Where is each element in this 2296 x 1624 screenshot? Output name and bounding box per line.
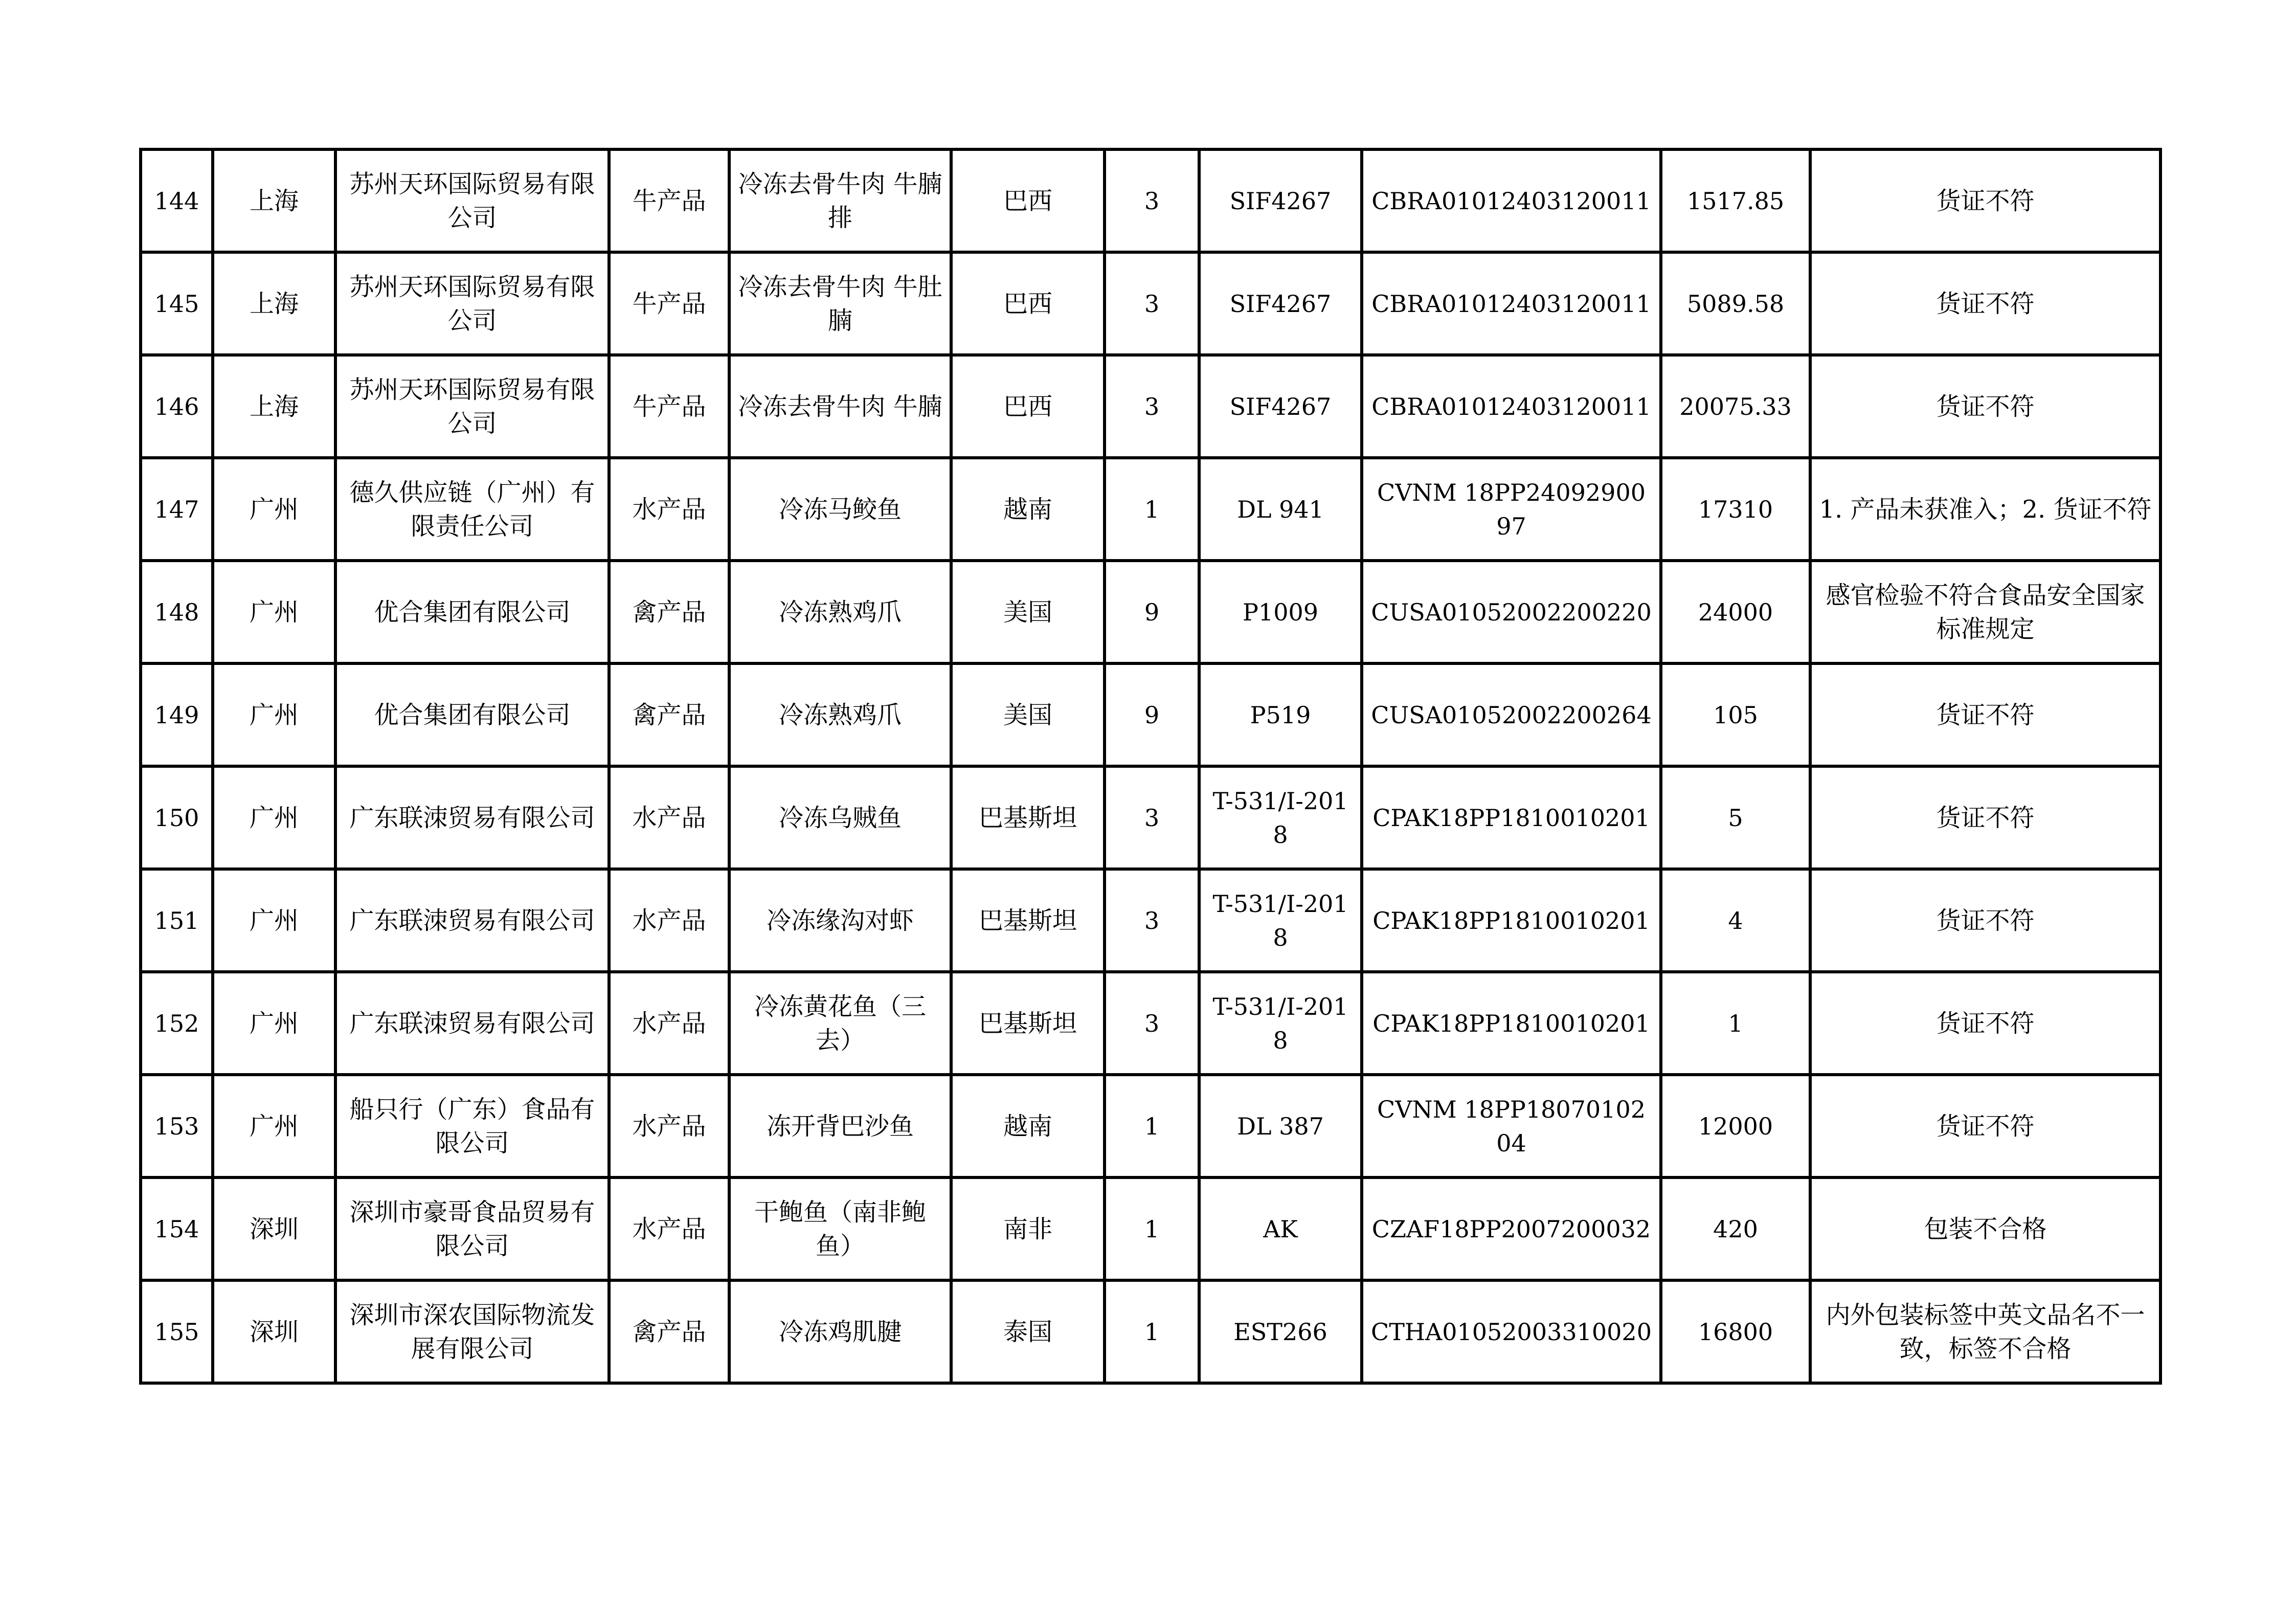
cell-port: 广州 (213, 972, 335, 1075)
table-row (141, 663, 2160, 766)
cell-product: 冻开背巴沙鱼 (729, 1075, 951, 1177)
cell-count: 9 (1105, 663, 1199, 766)
cell-plant-number: DL 387 (1199, 1075, 1362, 1177)
table-row (141, 149, 2160, 252)
cell-product: 冷冻缘沟对虾 (729, 869, 951, 972)
cell-category: 水产品 (609, 1177, 729, 1280)
cell-weight: 20075.33 (1661, 355, 1810, 458)
cell-origin: 美国 (951, 663, 1105, 766)
cell-company: 广东联洓贸易有限公司 (335, 972, 609, 1075)
cell-port: 广州 (213, 869, 335, 972)
cell-origin: 美国 (951, 561, 1105, 663)
cell-reason: 货证不符 (1810, 869, 2160, 972)
cell-number: 144 (141, 149, 213, 252)
table-row (141, 972, 2160, 1075)
cell-company: 德久供应链（广州）有限责任公司 (335, 458, 609, 561)
cell-reason: 货证不符 (1810, 355, 2160, 458)
cell-weight: 16800 (1661, 1280, 1810, 1383)
cell-certificate-number: CZAF18PP2007200032 (1362, 1177, 1661, 1280)
cell-origin: 巴西 (951, 149, 1105, 252)
cell-number: 155 (141, 1280, 213, 1383)
cell-weight: 420 (1661, 1177, 1810, 1280)
table-row (141, 1280, 2160, 1383)
cell-origin: 越南 (951, 458, 1105, 561)
cell-port: 广州 (213, 663, 335, 766)
cell-company: 深圳市深农国际物流发展有限公司 (335, 1280, 609, 1383)
cell-count: 3 (1105, 869, 1199, 972)
cell-number: 147 (141, 458, 213, 561)
cell-company: 优合集团有限公司 (335, 561, 609, 663)
cell-company: 苏州天环国际贸易有限公司 (335, 355, 609, 458)
cell-weight: 24000 (1661, 561, 1810, 663)
cell-reason: 货证不符 (1810, 149, 2160, 252)
cell-category: 牛产品 (609, 252, 729, 355)
cell-number: 152 (141, 972, 213, 1075)
cell-number: 151 (141, 869, 213, 972)
cell-origin: 巴基斯坦 (951, 869, 1105, 972)
cell-origin: 巴西 (951, 355, 1105, 458)
cell-origin: 巴西 (951, 252, 1105, 355)
cell-count: 3 (1105, 355, 1199, 458)
cell-plant-number: SIF4267 (1199, 355, 1362, 458)
cell-weight: 1517.85 (1661, 149, 1810, 252)
cell-port: 上海 (213, 149, 335, 252)
cell-certificate-number: CVNM 18PP1807010204 (1362, 1075, 1661, 1177)
cell-reason: 货证不符 (1810, 663, 2160, 766)
cell-port: 广州 (213, 1075, 335, 1177)
cell-company: 优合集团有限公司 (335, 663, 609, 766)
table-row (141, 1177, 2160, 1280)
cell-number: 149 (141, 663, 213, 766)
cell-product: 冷冻熟鸡爪 (729, 561, 951, 663)
cell-reason: 货证不符 (1810, 766, 2160, 869)
cell-plant-number: T-531/I-2018 (1199, 869, 1362, 972)
cell-plant-number: T-531/I-2018 (1199, 972, 1362, 1075)
cell-product: 冷冻马鲛鱼 (729, 458, 951, 561)
cell-number: 153 (141, 1075, 213, 1177)
cell-count: 1 (1105, 1177, 1199, 1280)
cell-reason: 货证不符 (1810, 252, 2160, 355)
cell-certificate-number: CUSA01052002200264 (1362, 663, 1661, 766)
cell-count: 1 (1105, 1075, 1199, 1177)
cell-port: 广州 (213, 561, 335, 663)
cell-product: 冷冻熟鸡爪 (729, 663, 951, 766)
cell-number: 146 (141, 355, 213, 458)
cell-weight: 4 (1661, 869, 1810, 972)
cell-category: 禽产品 (609, 1280, 729, 1383)
cell-weight: 17310 (1661, 458, 1810, 561)
cell-category: 水产品 (609, 766, 729, 869)
cell-reason: 感官检验不符合食品安全国家标准规定 (1810, 561, 2160, 663)
cell-port: 深圳 (213, 1280, 335, 1383)
cell-company: 深圳市豪哥食品贸易有限公司 (335, 1177, 609, 1280)
cell-count: 3 (1105, 252, 1199, 355)
cell-number: 145 (141, 252, 213, 355)
cell-reason: 货证不符 (1810, 972, 2160, 1075)
cell-category: 禽产品 (609, 663, 729, 766)
cell-category: 牛产品 (609, 149, 729, 252)
cell-plant-number: P1009 (1199, 561, 1362, 663)
cell-certificate-number: CUSA01052002200220 (1362, 561, 1661, 663)
cell-number: 150 (141, 766, 213, 869)
cell-plant-number: DL 941 (1199, 458, 1362, 561)
table-row (141, 1075, 2160, 1177)
cell-company: 船只行（广东）食品有限公司 (335, 1075, 609, 1177)
table-row (141, 355, 2160, 458)
table-row (141, 458, 2160, 561)
cell-certificate-number: CBRA01012403120011 (1362, 149, 1661, 252)
cell-category: 水产品 (609, 869, 729, 972)
cell-origin: 泰国 (951, 1280, 1105, 1383)
cell-product: 冷冻去骨牛肉 牛腩排 (729, 149, 951, 252)
cell-plant-number: T-531/I-2018 (1199, 766, 1362, 869)
cell-certificate-number: CBRA01012403120011 (1362, 252, 1661, 355)
table-row (141, 869, 2160, 972)
cell-port: 上海 (213, 355, 335, 458)
cell-certificate-number: CTHA01052003310020 (1362, 1280, 1661, 1383)
cell-category: 水产品 (609, 1075, 729, 1177)
cell-certificate-number: CPAK18PP1810010201 (1362, 869, 1661, 972)
cell-origin: 巴基斯坦 (951, 972, 1105, 1075)
cell-product: 冷冻黄花鱼（三去） (729, 972, 951, 1075)
cell-certificate-number: CBRA01012403120011 (1362, 355, 1661, 458)
cell-reason: 内外包装标签中英文品名不一致，标签不合格 (1810, 1280, 2160, 1383)
cell-reason: 1. 产品未获准入；2. 货证不符 (1810, 458, 2160, 561)
cell-certificate-number: CVNM 18PP2409290097 (1362, 458, 1661, 561)
cell-category: 禽产品 (609, 561, 729, 663)
cell-company: 广东联洓贸易有限公司 (335, 766, 609, 869)
cell-number: 154 (141, 1177, 213, 1280)
cell-count: 3 (1105, 972, 1199, 1075)
cell-port: 上海 (213, 252, 335, 355)
cell-origin: 巴基斯坦 (951, 766, 1105, 869)
cell-number: 148 (141, 561, 213, 663)
cell-company: 苏州天环国际贸易有限公司 (335, 149, 609, 252)
cell-product: 冷冻乌贼鱼 (729, 766, 951, 869)
cell-count: 3 (1105, 149, 1199, 252)
cell-origin: 南非 (951, 1177, 1105, 1280)
cell-count: 1 (1105, 1280, 1199, 1383)
table-row (141, 561, 2160, 663)
records-table (139, 148, 2162, 1385)
cell-weight: 1 (1661, 972, 1810, 1075)
cell-product: 干鲍鱼（南非鲍鱼） (729, 1177, 951, 1280)
cell-plant-number: EST266 (1199, 1280, 1362, 1383)
cell-category: 水产品 (609, 972, 729, 1075)
table-row (141, 766, 2160, 869)
cell-weight: 5 (1661, 766, 1810, 869)
cell-port: 广州 (213, 766, 335, 869)
cell-company: 广东联洓贸易有限公司 (335, 869, 609, 972)
cell-plant-number: P519 (1199, 663, 1362, 766)
cell-category: 牛产品 (609, 355, 729, 458)
table-row (141, 252, 2160, 355)
cell-product: 冷冻去骨牛肉 牛腩 (729, 355, 951, 458)
cell-weight: 12000 (1661, 1075, 1810, 1177)
cell-product: 冷冻鸡肌腱 (729, 1280, 951, 1383)
cell-product: 冷冻去骨牛肉 牛肚腩 (729, 252, 951, 355)
cell-port: 广州 (213, 458, 335, 561)
cell-reason: 货证不符 (1810, 1075, 2160, 1177)
cell-port: 深圳 (213, 1177, 335, 1280)
cell-plant-number: SIF4267 (1199, 252, 1362, 355)
cell-category: 水产品 (609, 458, 729, 561)
cell-count: 3 (1105, 766, 1199, 869)
cell-origin: 越南 (951, 1075, 1105, 1177)
cell-company: 苏州天环国际贸易有限公司 (335, 252, 609, 355)
cell-count: 9 (1105, 561, 1199, 663)
cell-count: 1 (1105, 458, 1199, 561)
cell-certificate-number: CPAK18PP1810010201 (1362, 766, 1661, 869)
cell-weight: 105 (1661, 663, 1810, 766)
cell-certificate-number: CPAK18PP1810010201 (1362, 972, 1661, 1075)
cell-weight: 5089.58 (1661, 252, 1810, 355)
table-body (141, 149, 2160, 1383)
cell-plant-number: AK (1199, 1177, 1362, 1280)
cell-reason: 包装不合格 (1810, 1177, 2160, 1280)
cell-plant-number: SIF4267 (1199, 149, 1362, 252)
